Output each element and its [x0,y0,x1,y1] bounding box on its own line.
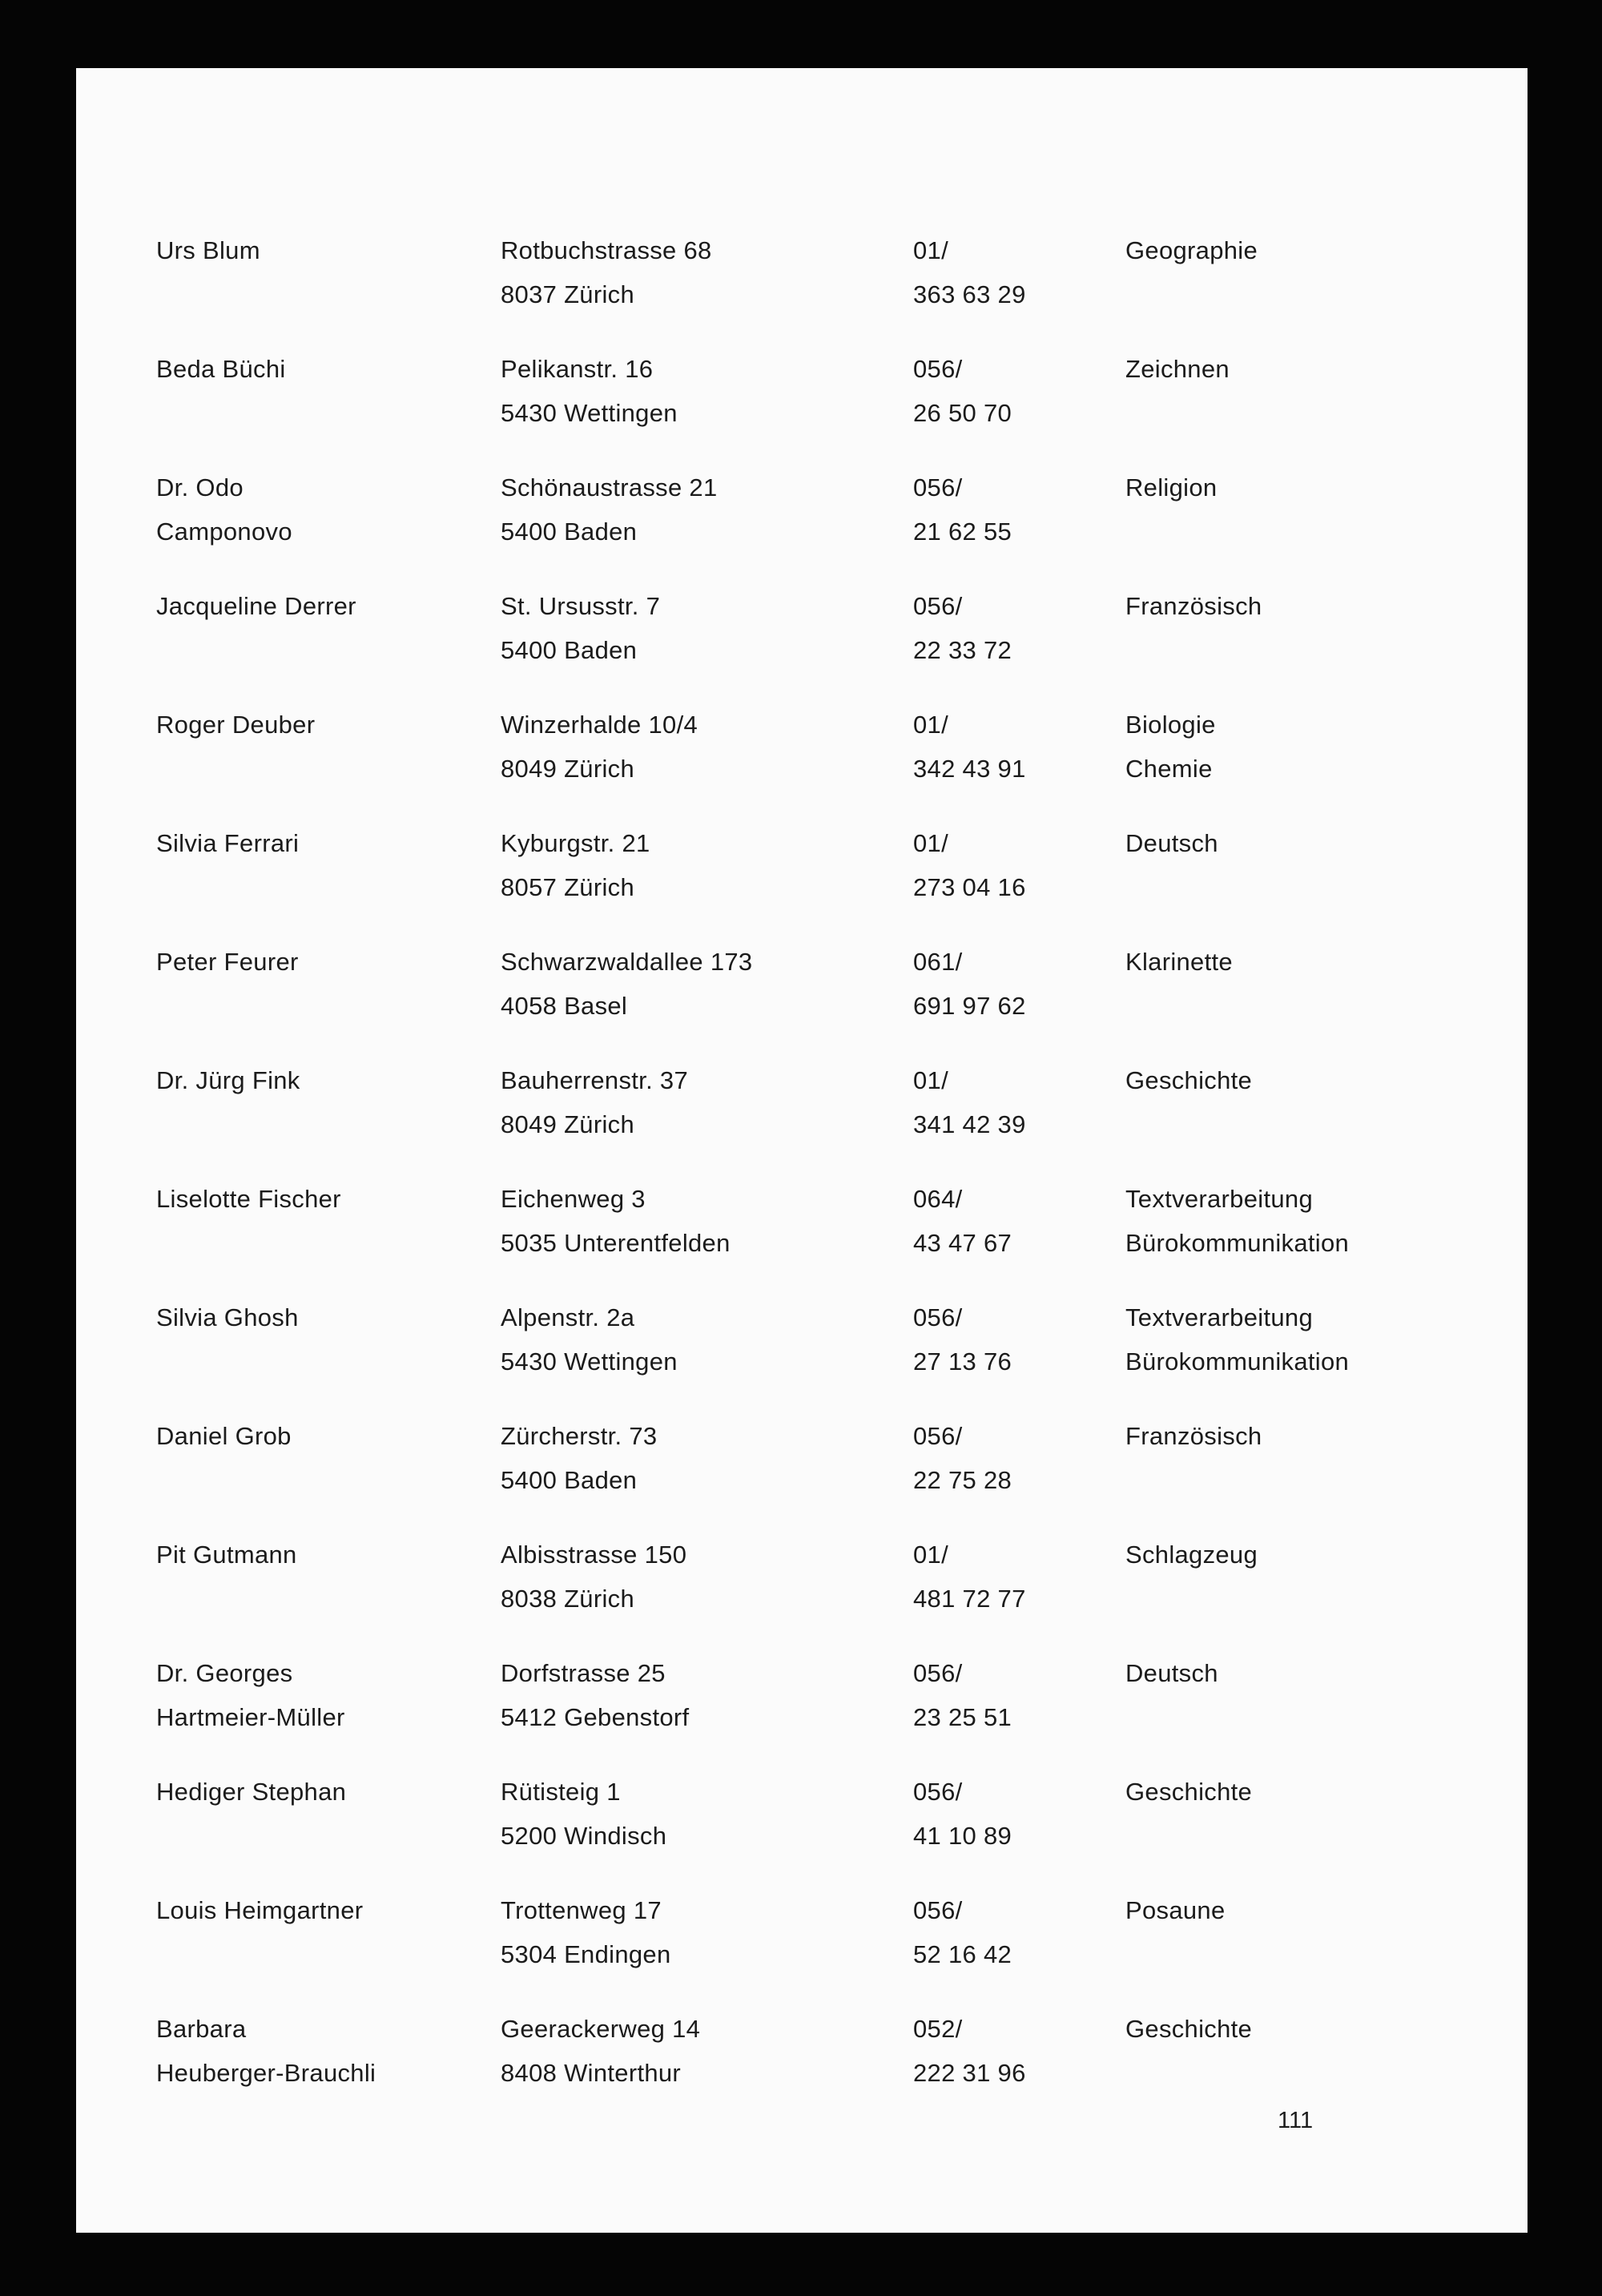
entry-subject-line: Französisch [1125,1422,1262,1450]
entry-address [501,228,913,316]
entry-address [501,703,913,791]
entry-name-line: Liselotte Fischer [156,1185,341,1213]
entry-subject [1125,821,1487,865]
entry-phone-line: 056/ [913,592,963,620]
directory-row [156,465,1487,584]
directory-row [156,1651,1487,1770]
entry-address-line: 8038 Zürich [501,1585,635,1613]
entry-phone-line: 26 50 70 [913,399,1012,427]
entry-phone-line: 056/ [913,1303,963,1331]
entry-phone [913,1533,1125,1621]
entry-phone-line: 273 04 16 [913,873,1026,901]
entry-subject [1125,2007,1487,2051]
entry-address-line: Albisstrasse 150 [501,1541,687,1569]
entry-address-line: Schwarzwaldallee 173 [501,948,753,976]
entry-subject-line: Textverarbeitung [1125,1303,1313,1331]
directory-row [156,821,1487,940]
entry-phone-line: 27 13 76 [913,1347,1012,1376]
directory-list [156,228,1487,2125]
entry-address-line: Kyburgstr. 21 [501,829,650,857]
entry-name [156,1651,501,1739]
entry-address [501,2007,913,2095]
entry-subject-line: Posaune [1125,1896,1226,1924]
entry-address-line: 5400 Baden [501,636,638,664]
entry-subject-line: Bürokommunikation [1125,1229,1350,1257]
entry-name [156,584,501,628]
entry-phone-line: 222 31 96 [913,2059,1026,2087]
entry-phone-line: 056/ [913,1659,963,1687]
entry-name-line: Silvia Ghosh [156,1303,299,1331]
entry-subject [1125,703,1487,791]
entry-address [501,1888,913,1976]
entry-address-line: Winzerhalde 10/4 [501,711,698,739]
entry-address-line: Rotbuchstrasse 68 [501,236,712,264]
entry-name-line: Dr. Odo [156,473,244,501]
entry-name [156,1414,501,1458]
entry-phone-line: 01/ [913,236,948,264]
entry-subject [1125,1651,1487,1695]
entry-subject [1125,940,1487,984]
entry-phone-line: 691 97 62 [913,992,1026,1020]
entry-address [501,465,913,554]
entry-address-line: 8049 Zürich [501,755,635,783]
entry-name-line: Heuberger-Brauchli [156,2059,376,2087]
entry-name [156,940,501,984]
entry-name-line: Dr. Georges [156,1659,293,1687]
entry-subject [1125,1295,1487,1384]
entry-address [501,1058,913,1146]
entry-address-line: 8037 Zürich [501,280,635,308]
entry-address-line: Pelikanstr. 16 [501,355,654,383]
entry-phone-line: 056/ [913,1778,963,1806]
entry-address-line: 5400 Baden [501,518,638,546]
directory-row [156,1295,1487,1414]
entry-name-line: Louis Heimgartner [156,1896,364,1924]
entry-name [156,821,501,865]
entry-phone [913,1770,1125,1858]
entry-name-line: Dr. Jürg Fink [156,1066,300,1094]
entry-subject-line: Bürokommunikation [1125,1347,1350,1376]
entry-address-line: Bauherrenstr. 37 [501,1066,688,1094]
entry-phone [913,2007,1125,2095]
entry-address-line: Zürcherstr. 73 [501,1422,658,1450]
entry-phone-line: 23 25 51 [913,1703,1012,1731]
entry-address-line: 8057 Zürich [501,873,635,901]
entry-address [501,1177,913,1265]
directory-row [156,1177,1487,1295]
entry-address-line: Trottenweg 17 [501,1896,662,1924]
entry-subject-line: Religion [1125,473,1218,501]
entry-address-line: 5200 Windisch [501,1822,667,1850]
entry-address-line: 5400 Baden [501,1466,638,1494]
directory-row [156,1533,1487,1651]
entry-subject-line: Schlagzeug [1125,1541,1258,1569]
entry-name [156,1295,501,1339]
entry-name-line: Hartmeier-Müller [156,1703,345,1731]
entry-address [501,1414,913,1502]
directory-row [156,1888,1487,2007]
directory-row [156,1058,1487,1177]
entry-address-line: 5430 Wettingen [501,399,678,427]
entry-name [156,2007,501,2095]
entry-address-line: Dorfstrasse 25 [501,1659,666,1687]
entry-phone [913,703,1125,791]
entry-name [156,1533,501,1577]
entry-subject [1125,584,1487,628]
entry-subject-line: Deutsch [1125,1659,1218,1687]
entry-address [501,347,913,435]
entry-phone [913,1295,1125,1384]
entry-address [501,940,913,1028]
entry-address [501,1295,913,1384]
entry-name [156,347,501,391]
directory-row [156,347,1487,465]
entry-phone [913,465,1125,554]
entry-phone-line: 01/ [913,829,948,857]
entry-phone [913,1888,1125,1976]
entry-address-line: 8408 Winterthur [501,2059,682,2087]
entry-subject-line: Geschichte [1125,1778,1253,1806]
entry-phone-line: 061/ [913,948,963,976]
directory-row [156,1770,1487,1888]
entry-subject [1125,1058,1487,1102]
entry-address [501,1651,913,1739]
entry-phone-line: 064/ [913,1185,963,1213]
entry-address-line: Rütisteig 1 [501,1778,621,1806]
entry-phone-line: 056/ [913,355,963,383]
entry-name-line: Hediger Stephan [156,1778,347,1806]
entry-name-line: Daniel Grob [156,1422,292,1450]
entry-address-line: 5412 Gebenstorf [501,1703,690,1731]
entry-phone-line: 341 42 39 [913,1110,1026,1138]
entry-subject-line: Französisch [1125,592,1262,620]
entry-phone-line: 056/ [913,473,963,501]
entry-subject [1125,228,1487,272]
entry-phone [913,228,1125,316]
entry-address [501,821,913,909]
entry-name-line: Silvia Ferrari [156,829,300,857]
entry-address-line: 8049 Zürich [501,1110,635,1138]
entry-address-line: Geerackerweg 14 [501,2015,701,2043]
entry-phone-line: 342 43 91 [913,755,1026,783]
entry-address [501,1770,913,1858]
entry-subject [1125,1888,1487,1932]
entry-subject-line: Geographie [1125,236,1258,264]
entry-name [156,465,501,554]
entry-address-line: Eichenweg 3 [501,1185,646,1213]
entry-address [501,584,913,672]
entry-address-line: Alpenstr. 2a [501,1303,635,1331]
entry-phone-line: 01/ [913,1541,948,1569]
entry-name [156,1058,501,1102]
entry-phone-line: 22 33 72 [913,636,1012,664]
directory-row [156,940,1487,1058]
entry-subject-line: Chemie [1125,755,1213,783]
directory-row [156,703,1487,821]
entry-phone [913,1177,1125,1265]
entry-subject [1125,1177,1487,1265]
entry-address [501,1533,913,1621]
entry-name [156,1888,501,1932]
entry-name [156,228,501,272]
entry-name-line: Camponovo [156,518,292,546]
entry-subject [1125,347,1487,391]
entry-subject-line: Zeichnen [1125,355,1230,383]
entry-phone-line: 052/ [913,2015,963,2043]
entry-name [156,703,501,747]
entry-phone-line: 52 16 42 [913,1940,1012,1968]
entry-address-line: 4058 Basel [501,992,628,1020]
entry-name-line: Jacqueline Derrer [156,592,356,620]
directory-row [156,584,1487,703]
entry-phone [913,584,1125,672]
entry-phone [913,347,1125,435]
entry-phone [913,1058,1125,1146]
entry-subject [1125,1770,1487,1814]
entry-address-line: Schönaustrasse 21 [501,473,718,501]
entry-phone [913,1651,1125,1739]
directory-row [156,1414,1487,1533]
entry-phone [913,1414,1125,1502]
entry-phone-line: 01/ [913,711,948,739]
entry-subject-line: Geschichte [1125,1066,1253,1094]
entry-phone-line: 363 63 29 [913,280,1026,308]
entry-name-line: Beda Büchi [156,355,286,383]
entry-subject [1125,1533,1487,1577]
entry-name [156,1177,501,1221]
entry-name [156,1770,501,1814]
entry-subject [1125,465,1487,510]
entry-phone [913,821,1125,909]
entry-phone-line: 056/ [913,1422,963,1450]
entry-address-line: 5430 Wettingen [501,1347,678,1376]
entry-phone-line: 056/ [913,1896,963,1924]
entry-address-line: 5304 Endingen [501,1940,671,1968]
entry-name-line: Roger Deuber [156,711,316,739]
entry-subject-line: Textverarbeitung [1125,1185,1313,1213]
entry-name-line: Urs Blum [156,236,260,264]
entry-address-line: St. Ursusstr. 7 [501,592,661,620]
entry-phone-line: 22 75 28 [913,1466,1012,1494]
entry-subject [1125,1414,1487,1458]
entry-phone-line: 21 62 55 [913,518,1012,546]
entry-subject-line: Klarinette [1125,948,1233,976]
entry-name-line: Peter Feurer [156,948,299,976]
document-page [76,68,1528,2233]
entry-address-line: 5035 Unterentfelden [501,1229,731,1257]
entry-phone-line: 43 47 67 [913,1229,1012,1257]
entry-name-line: Barbara [156,2015,247,2043]
entry-phone [913,940,1125,1028]
entry-phone-line: 01/ [913,1066,948,1094]
entry-subject-line: Biologie [1125,711,1216,739]
page-number: 111 [1278,2108,1314,2133]
directory-row [156,228,1487,347]
entry-subject-line: Deutsch [1125,829,1218,857]
entry-name-line: Pit Gutmann [156,1541,297,1569]
entry-phone-line: 41 10 89 [913,1822,1012,1850]
entry-phone-line: 481 72 77 [913,1585,1026,1613]
entry-subject-line: Geschichte [1125,2015,1253,2043]
